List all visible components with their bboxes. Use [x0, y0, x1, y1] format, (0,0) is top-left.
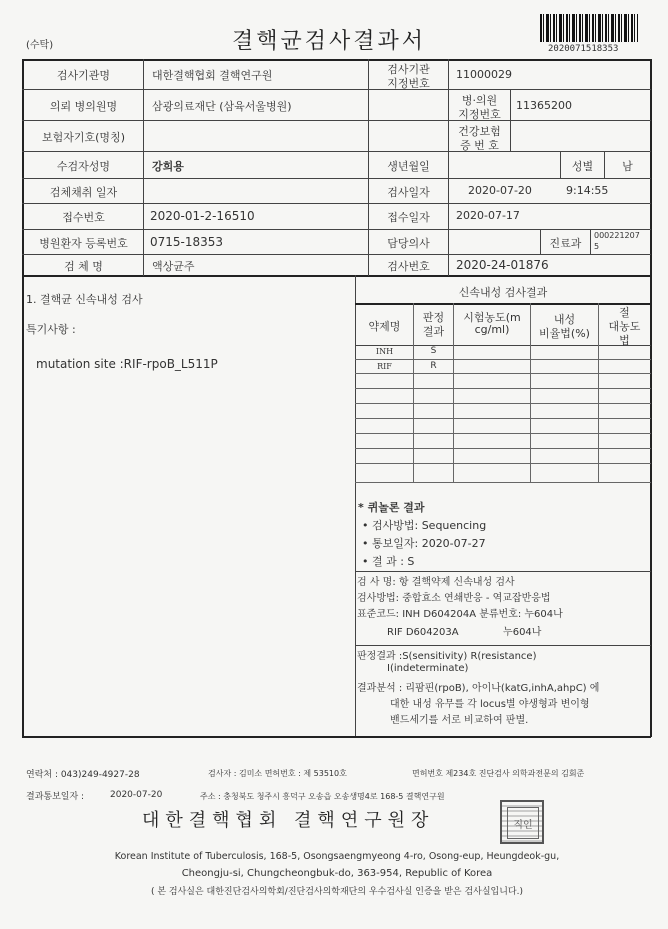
notify-date: 2020-07-20 [110, 790, 163, 800]
inst-code-label-2: 지정번호 [387, 77, 430, 90]
mutation-site: mutation site :RIF-rpoB_L511P [36, 357, 218, 371]
health-label-2: 증 번 호 [460, 139, 499, 152]
notify-label: 결과통보일자 : [26, 792, 85, 802]
address-ko: 주소 : 충청북도 청주시 흥덕구 오송읍 오송생명4로 168-5 결핵연구원 [200, 792, 445, 801]
sex-label: 성별 [571, 160, 594, 173]
receipt-no-value: 2020-01-2-16510 [150, 209, 255, 223]
inst-code-value: 11000029 [456, 68, 512, 81]
examiner: 검사자 : 김미소 면허번호 : 제 53510호 [208, 769, 347, 778]
license: 면허번호 제234호 진단검사 의학과전문의 김회준 [412, 769, 585, 778]
col-abs-2: 대농도 [608, 320, 641, 333]
judge-line-3: 결과분석 : 리팜핀(rpoB), 아이나(katG,inhA,ahpC) 에 [357, 683, 600, 694]
sex-value: 남 [622, 160, 633, 173]
receipt-type-label: (수탁) [26, 40, 54, 51]
receipt-no-label: 접수번호 [62, 211, 105, 224]
quinolone-method: • 검사방법: Sequencing [362, 519, 487, 532]
test-section-title: 1. 결핵균 신속내성 검사 [26, 293, 143, 306]
col-judge-1: 판정 [422, 311, 445, 324]
page-title: 결핵균검사결과서 [232, 29, 427, 54]
test-time-value: 9:14:55 [566, 184, 609, 197]
receipt-date-label: 접수일자 [387, 211, 430, 224]
birth-label: 생년월일 [387, 160, 430, 173]
judge-line-2: I(indeterminate) [387, 663, 469, 674]
row-drug: INH [375, 347, 394, 356]
dept-label: 진료과 [549, 237, 582, 250]
test-no-value: 2020-24-01876 [456, 258, 549, 272]
contact: 연락처 : 043)249-4927-28 [26, 770, 140, 780]
inst-label: 검사기관명 [56, 69, 111, 82]
col-judge-2: 결과 [422, 325, 445, 338]
dept-value-1: 000221207 [594, 231, 640, 240]
col-abs-3: 법 [619, 334, 630, 347]
health-label-1: 건강보험 [458, 125, 501, 138]
test-date-value: 2020-07-20 [468, 184, 532, 197]
req-value: 삼광의료재단 (삼육서울병원) [152, 100, 292, 113]
quinolone-date: • 통보일자: 2020-07-27 [362, 537, 486, 550]
reg-no-label: 병원환자 등록번호 [39, 237, 128, 250]
method-line-4: RIF D604203A 누604나 [387, 627, 542, 638]
reg-no-value: 0715-18353 [150, 235, 224, 249]
doctor-label: 담당의사 [387, 237, 430, 250]
judge-line-1: 판정결과 :S(sensitivity) R(resistance) [357, 651, 537, 662]
col-conc-1: 시험농도(m [463, 311, 521, 324]
inst-value: 대한결핵협회 결핵연구원 [152, 69, 273, 82]
address-en-2: Cheongju-si, Chungcheongbuk-do, 363-954, Republic of Korea [181, 868, 493, 879]
col-ratio-1: 내성 [553, 313, 576, 326]
row-result: R [430, 361, 437, 371]
col-ratio-2: 비율법(%) [539, 327, 590, 340]
quinolone-title: * 퀴놀론 결과 [358, 501, 425, 514]
method-line-1: 검 사 명: 항 결핵약제 신속내성 검사 [357, 577, 515, 588]
row-result: S [430, 346, 437, 356]
barcode [540, 14, 638, 42]
col-abs-1: 절 [619, 306, 630, 319]
req-label: 의뢰 병의원명 [49, 100, 118, 113]
org-name: 대한결핵협회 결핵연구원장 [142, 810, 435, 831]
test-date-label: 검사일자 [387, 186, 430, 199]
barcode-number: 2020071518353 [548, 44, 619, 54]
address-en-1: Korean Institute of Tuberculosis, 168-5, Osongsaengmyeong 4-ro, Osong-eup, Heungdeok-gu, [114, 851, 560, 862]
method-line-3: 표준코드: INH D604204A 분류번호: 누604나 [357, 609, 563, 620]
insurer-label: 보험자기호(명칭) [42, 131, 125, 144]
judge-line-5: 밴드세기를 서로 비교하여 판별. [390, 715, 529, 726]
specimen-value: 액상균주 [152, 260, 195, 273]
certification: ( 본 검사실은 대한진단검사의학회/진단검사의학재단의 우수검사실 인증을 받은 검사실입니다.) [150, 887, 523, 897]
official-seal [500, 800, 544, 844]
test-no-label: 검사번호 [387, 260, 430, 273]
patient-value: 강희용 [152, 160, 184, 173]
seal-text: 직인 [513, 820, 533, 831]
req-code-label-1: 병·의원 [461, 94, 498, 107]
method-line-2: 검사방법: 중합효소 연쇄반응 - 역교잡반응법 [357, 593, 551, 604]
col-drug: 약제명 [368, 320, 401, 333]
row-drug: RIF [377, 362, 392, 371]
remarks-label: 특기사항 : [26, 323, 76, 336]
req-code-label-2: 지정번호 [458, 108, 501, 121]
patient-label: 수검자성명 [56, 160, 111, 173]
dept-value-2: 5 [594, 242, 600, 251]
quinolone-result: • 결 과 : S [362, 555, 415, 568]
col-conc-2: cg/ml) [474, 323, 510, 336]
results-title: 신속내성 검사결과 [458, 286, 548, 299]
judge-line-4: 대한 내성 유무를 각 locus별 야생형과 변이형 [390, 699, 590, 710]
specimen-label: 검 체 명 [64, 260, 103, 273]
receipt-date-value: 2020-07-17 [456, 209, 520, 222]
inst-code-label-1: 검사기관 [387, 63, 430, 76]
collect-label: 검체채취 일자 [49, 186, 118, 199]
req-code-value: 11365200 [516, 99, 572, 112]
